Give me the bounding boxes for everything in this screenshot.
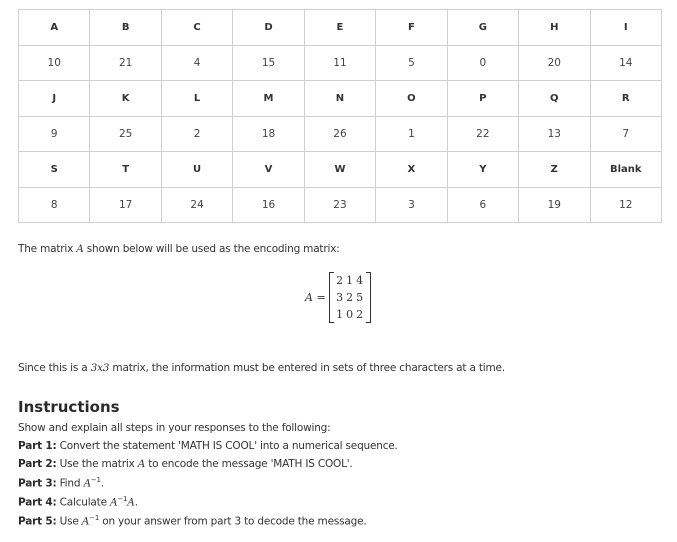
matrix-entry: 1 xyxy=(346,274,354,287)
letter-row xyxy=(19,81,662,117)
letter-cell: O xyxy=(376,81,447,117)
matrix-entry: 2 xyxy=(336,274,344,287)
encoding-matrix-intro: The matrix A shown below will be used as the encoding matrix: xyxy=(18,243,340,255)
letter-cell: F xyxy=(376,10,447,46)
number-cell: 11 xyxy=(304,45,375,81)
letter-cell: C xyxy=(161,10,232,46)
instructions-lead: Show and explain all steps in your responses to the following: xyxy=(18,422,331,434)
number-cell: 7 xyxy=(590,116,662,152)
instruction-part-1: Part 1: Convert the statement 'MATH IS COOL' into a numerical sequence. xyxy=(18,440,398,452)
number-cell: 13 xyxy=(519,116,590,152)
number-cell: 24 xyxy=(161,187,232,223)
letter-cell: Y xyxy=(447,152,518,188)
number-cell: 8 xyxy=(19,187,90,223)
letter-cell: V xyxy=(233,152,304,188)
letter-cell: R xyxy=(590,81,662,117)
number-cell: 20 xyxy=(519,45,590,81)
letter-cell: S xyxy=(19,152,90,188)
number-row xyxy=(19,45,662,81)
instruction-part-4: Part 4: Calculate $A^{-1}A$. xyxy=(18,495,138,509)
matrix-grid xyxy=(329,274,371,321)
letter-cell: X xyxy=(376,152,447,188)
number-row xyxy=(19,116,662,152)
number-cell: 12 xyxy=(590,187,662,223)
letter-cell: N xyxy=(304,81,375,117)
instruction-part-5: Part 5: Use $A^{-1}$ on your answer from part 3 to decode the message. xyxy=(18,514,367,528)
letter-cell: G xyxy=(447,10,518,46)
letter-cell: W xyxy=(304,152,375,188)
letter-cell: U xyxy=(161,152,232,188)
letter-cell: T xyxy=(90,152,161,188)
letter-cell: Z xyxy=(519,152,590,188)
letter-cell: B xyxy=(90,10,161,46)
matrix-entry: 2 xyxy=(356,308,364,321)
letter-cell: Q xyxy=(519,81,590,117)
letter-cell: P xyxy=(447,81,518,117)
letter-cell: A xyxy=(19,10,90,46)
number-cell: 18 xyxy=(233,116,304,152)
number-cell: 10 xyxy=(19,45,90,81)
letter-cell: I xyxy=(590,10,662,46)
letter-cell: M xyxy=(233,81,304,117)
instructions-heading: Instructions xyxy=(18,398,120,416)
number-cell: 15 xyxy=(233,45,304,81)
letter-cell: L xyxy=(161,81,232,117)
matrix-entry: 5 xyxy=(356,291,364,304)
letter-cell: D xyxy=(233,10,304,46)
number-cell: 21 xyxy=(90,45,161,81)
number-row xyxy=(19,187,662,223)
encoding-matrix xyxy=(305,274,371,321)
number-cell: 2 xyxy=(161,116,232,152)
matrix-entry: 0 xyxy=(346,308,354,321)
number-cell: 9 xyxy=(19,116,90,152)
number-cell: 4 xyxy=(161,45,232,81)
number-cell: 25 xyxy=(90,116,161,152)
number-cell: 0 xyxy=(447,45,518,81)
number-cell: 19 xyxy=(519,187,590,223)
number-cell: 3 xyxy=(376,187,447,223)
matrix-entry: 3 xyxy=(336,291,344,304)
number-cell: 17 xyxy=(90,187,161,223)
matrix-entry: 1 xyxy=(336,308,344,321)
matrix-size-note: Since this is a 3x3 matrix, the information must be entered in sets of three characters at a time. xyxy=(18,362,505,374)
number-cell: 5 xyxy=(376,45,447,81)
number-cell: 1 xyxy=(376,116,447,152)
instruction-part-2: Part 2: Use the matrix A to encode the message 'MATH IS COOL'. xyxy=(18,458,353,470)
instruction-part-3: Part 3: Find $A^{-1}$. xyxy=(18,476,104,490)
number-cell: 23 xyxy=(304,187,375,223)
letter-cell: E xyxy=(304,10,375,46)
number-cell: 14 xyxy=(590,45,662,81)
number-cell: 6 xyxy=(447,187,518,223)
letter-cell: J xyxy=(19,81,90,117)
cipher-table xyxy=(18,9,662,223)
matrix-label: A = xyxy=(305,291,326,304)
number-cell: 16 xyxy=(233,187,304,223)
matrix-entry: 2 xyxy=(346,291,354,304)
number-cell: 22 xyxy=(447,116,518,152)
letter-cell: Blank xyxy=(590,152,662,188)
letter-row xyxy=(19,10,662,46)
number-cell: 26 xyxy=(304,116,375,152)
letter-cell: K xyxy=(90,81,161,117)
letter-row xyxy=(19,152,662,188)
matrix-entry: 4 xyxy=(356,274,364,287)
letter-cell: H xyxy=(519,10,590,46)
